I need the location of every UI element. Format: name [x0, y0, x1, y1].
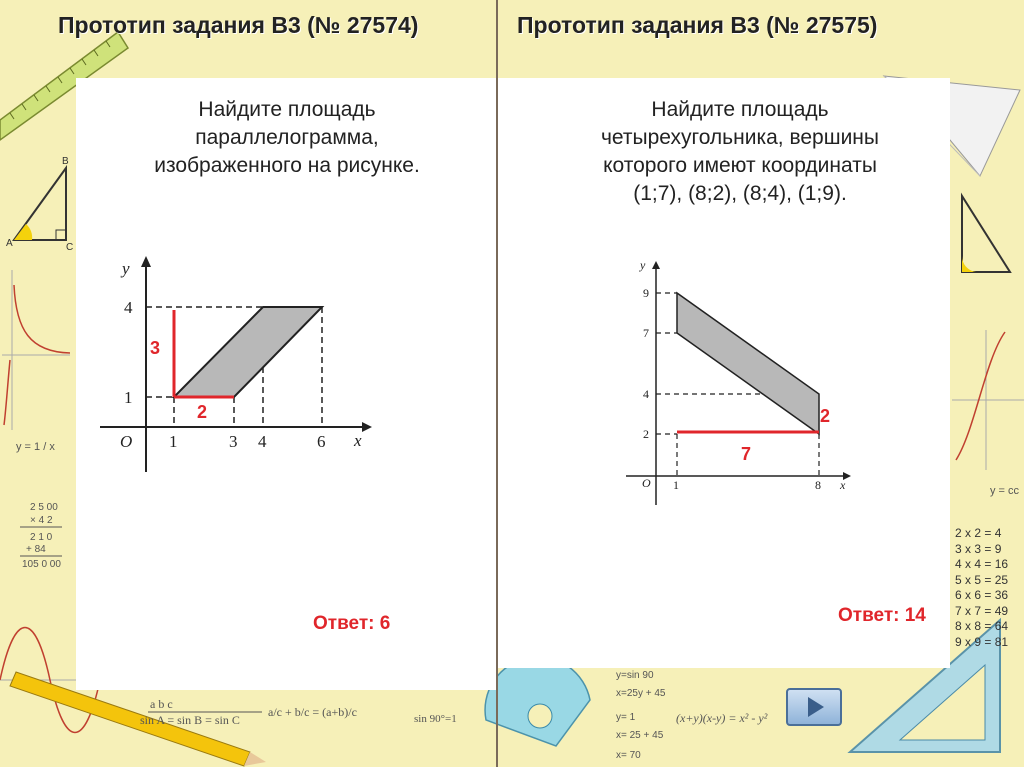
x-axis-arrow: [362, 422, 372, 432]
y-tick-label: 4: [643, 387, 649, 401]
formula-text: sin 90°=1: [414, 713, 457, 725]
parallelogram-shape: [174, 307, 322, 397]
triangle-label: C: [66, 242, 74, 253]
mult-row: 4 x 4 = 16: [955, 557, 1009, 571]
x-tick-label: 4: [258, 432, 267, 451]
task-line: параллелограмма,: [195, 126, 379, 149]
y-tick-label: 1: [124, 388, 133, 407]
mult-row: 6 x 6 = 36: [955, 588, 1009, 602]
multiplication-table: [955, 526, 1008, 650]
task-line: изображенного на рисунке.: [154, 154, 420, 177]
mult-row: 3 x 3 = 9: [955, 541, 1002, 556]
mult-row: 9 x 9 = 81: [955, 634, 1009, 649]
task-line: Найдите площадь: [651, 98, 829, 121]
right-panel-title: Прототип задания B3 (№ 27575): [517, 12, 878, 38]
task-line: которого имеют координаты: [603, 154, 877, 177]
triangle-abc-icon: [14, 168, 66, 240]
x-axis-label: x: [354, 431, 362, 450]
height-label: 2: [820, 406, 831, 426]
quadrilateral-figure: [620, 255, 860, 510]
base-label: 2: [197, 402, 208, 422]
formula-text: y = cc: [990, 485, 1020, 497]
y-axis-label: y: [640, 258, 646, 272]
mult-row: 7 x 7 = 49: [955, 603, 1009, 618]
svg-text:+ 84: + 84: [26, 544, 46, 555]
x-tick-label: 8: [815, 478, 821, 492]
quadrilateral-shape: [677, 293, 819, 434]
triangle-label: B: [62, 156, 69, 167]
column-multiplication-icon: [20, 502, 62, 570]
left-panel-title: Прототип задания B3 (№ 27574): [58, 12, 419, 38]
svg-text:a/c + b/c = (a+b)/c: a/c + b/c = (a+b)/c: [268, 705, 357, 719]
left-answer: Ответ: 6: [313, 613, 391, 634]
y-axis-arrow: [141, 256, 151, 267]
task-line: (1;7), (8;2), (8;4), (1;9).: [633, 182, 847, 205]
x-axis-label: x: [840, 478, 846, 492]
x-tick-label: 6: [317, 432, 326, 451]
formula-text: (x+y)(x-y) = x² - y²: [676, 711, 768, 725]
formula-text: x= 70: [616, 750, 641, 761]
play-next-icon: [808, 697, 824, 717]
svg-text:2 1 0: 2 1 0: [30, 532, 53, 543]
triangle-label: A: [6, 238, 13, 249]
x-tick-label: 3: [229, 432, 238, 451]
hyperbola-graph-icon: [2, 270, 70, 430]
formula-text: x=25y + 45: [616, 688, 666, 699]
svg-text:× 4 2: × 4 2: [30, 515, 53, 526]
origin-label: O: [642, 476, 651, 490]
parallelogram-figure: [90, 250, 390, 480]
svg-text:sin A = sin B = sin C: sin A = sin B = sin C: [140, 713, 240, 727]
y-tick-label: 4: [124, 298, 133, 317]
svg-text:a b c: a b c: [150, 697, 173, 711]
svg-text:105 0 00: 105 0 00: [22, 559, 61, 570]
mult-row: 5 x 5 = 25: [955, 572, 1009, 587]
origin-label: O: [120, 432, 133, 451]
base-label: 7: [741, 444, 752, 464]
height-label: 3: [150, 338, 161, 358]
mult-row: 2 x 2 = 4: [955, 526, 1002, 540]
y-axis-label: y: [122, 259, 130, 278]
right-answer: Ответ: 14: [838, 605, 926, 626]
right-task-text: [540, 96, 940, 208]
trig-formula-icon: [140, 697, 357, 727]
sine-graph-icon: [952, 330, 1024, 470]
task-line: Найдите площадь: [198, 98, 376, 121]
mult-row: 8 x 8 = 64: [955, 619, 1009, 633]
left-task-text: [100, 96, 474, 180]
formula-text: y= 1: [616, 712, 636, 723]
formula-text: y=sin 90: [616, 670, 654, 681]
task-line: четырехугольника, вершины: [600, 126, 879, 149]
svg-text:2 5 00: 2 5 00: [30, 502, 58, 513]
protractor-icon: [485, 657, 590, 746]
formula-text: y = 1 / x: [16, 441, 55, 453]
next-slide-button[interactable]: [786, 688, 842, 726]
y-tick-label: 2: [643, 427, 649, 441]
y-axis-arrow: [652, 261, 660, 269]
triangle-abc-icon: [962, 196, 1010, 272]
x-tick-label: 1: [673, 478, 679, 492]
x-tick-label: 1: [169, 432, 178, 451]
y-tick-label: 7: [643, 326, 649, 340]
formula-text: x= 25 + 45: [616, 730, 664, 741]
y-tick-label: 9: [643, 286, 649, 300]
